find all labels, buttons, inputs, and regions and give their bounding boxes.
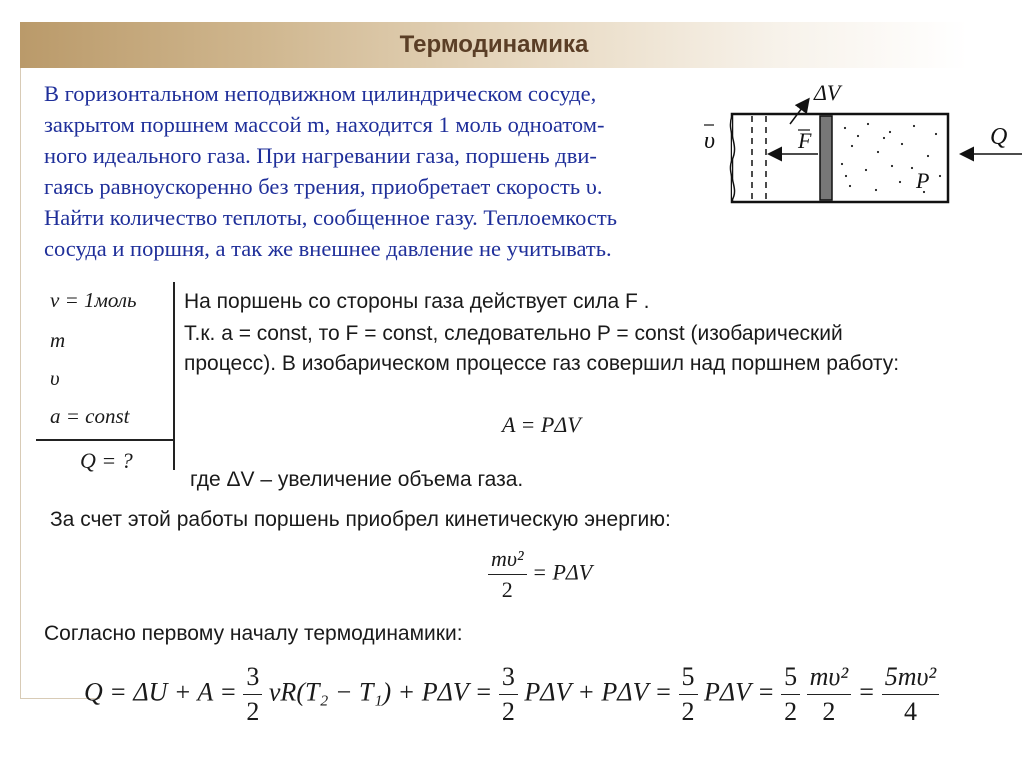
eq-fraction: [807, 662, 852, 727]
left-divider: [20, 68, 21, 698]
page-title: Термодинамика: [399, 31, 589, 58]
given-mass: m: [50, 328, 66, 352]
eq-fraction: [679, 662, 698, 727]
solution-line: процесс). В изобарическом процессе газ совершил над поршнем работу:: [184, 352, 900, 375]
eq-part: PΔV =: [704, 677, 775, 707]
find-quantity: Q = ?: [80, 448, 133, 473]
fraction-numerator: 3: [499, 662, 518, 695]
fraction-numerator: 5mυ²: [882, 662, 940, 695]
solution-line: Т.к. a = const, то F = const, следовательно P = const (изобарический: [184, 322, 843, 345]
eq-part: PΔV + PΔV =: [524, 677, 673, 707]
eq-fraction: [781, 662, 800, 727]
eq-part: =: [857, 677, 876, 707]
fraction-denominator: 4: [903, 697, 917, 726]
problem-line: ного идеального газа. При нагревании газа, поршень дви-: [44, 143, 597, 168]
given-moles: ν = 1моль: [50, 288, 137, 312]
kinetic-energy-text: За счет этой работы поршень приобрел кинетическую энергию:: [50, 508, 671, 531]
fraction-numerator: mυ²: [807, 662, 852, 695]
problem-line: Найти количество теплоты, сообщенное газу. Теплоемкость: [44, 205, 617, 230]
given-velocity: υ: [50, 366, 60, 390]
piston: [820, 116, 832, 200]
problem-line: сосуда и поршня, а так же внешнее давление не учитывать.: [44, 236, 612, 261]
delta-v-label: ΔV: [814, 80, 841, 105]
fraction-numerator: 5: [781, 662, 800, 695]
given-horizontal-rule: [36, 439, 174, 441]
problem-line: закрытом поршнем массой m, находится 1 моль одноатом-: [44, 112, 605, 137]
final-equation: [84, 662, 964, 727]
problem-line: гаясь равноускоренно без трения, приобретает скорость υ.: [44, 174, 603, 199]
cylinder-diagram: [700, 72, 1024, 222]
fraction-numerator: mυ²: [488, 546, 527, 575]
fraction-numerator: 3: [243, 662, 262, 695]
fraction-denominator: 2: [681, 697, 695, 726]
given-acceleration: a = const: [50, 404, 130, 428]
heat-label: Q: [990, 124, 1008, 150]
first-law-text: Согласно первому началу термодинамики:: [44, 622, 463, 645]
eq-part: Q = ΔU + A =: [84, 677, 237, 707]
kinetic-energy-formula: [488, 546, 592, 603]
fraction-denominator: 2: [501, 577, 513, 602]
kinetic-rhs: = PΔV: [532, 559, 593, 585]
problem-statement: [44, 78, 716, 264]
eq-fraction: [243, 662, 262, 727]
eq-fraction: [499, 662, 518, 727]
fraction-denominator: 2: [784, 697, 798, 726]
eq-fraction: [882, 662, 940, 727]
problem-line: В горизонтальном неподвижном цилиндрическом сосуде,: [44, 81, 597, 106]
given-vertical-rule: [173, 282, 175, 470]
velocity-label: υ: [704, 128, 716, 154]
force-label: F: [798, 128, 812, 153]
fraction-denominator: 2: [246, 697, 260, 726]
solution-line: На поршень со стороны газа действует сила F .: [184, 290, 650, 313]
delta-v-definition: где ΔV – увеличение объема газа.: [190, 468, 524, 491]
fraction-numerator: 5: [679, 662, 698, 695]
delta-v-arrow: [790, 100, 808, 124]
pressure-label: P: [916, 168, 930, 193]
kinetic-fraction: [488, 546, 527, 603]
fraction-denominator: 2: [501, 697, 515, 726]
work-formula: A = PΔV: [502, 412, 581, 437]
fraction-denominator: 2: [822, 697, 836, 726]
eq-part: νR(T₂ − T₁) + PΔV =: [268, 677, 493, 707]
